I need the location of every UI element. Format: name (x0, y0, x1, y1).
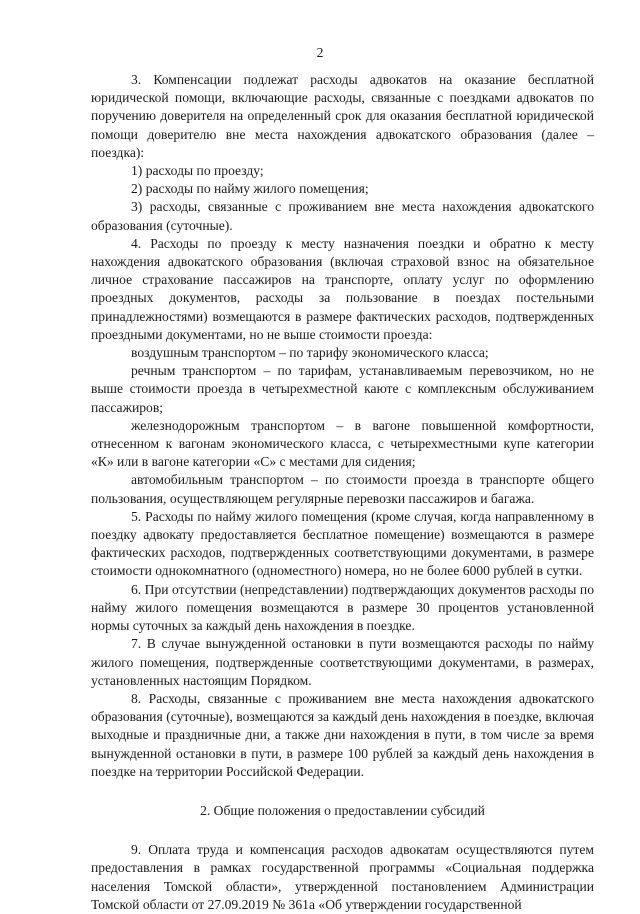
paragraph: 3. Компенсации подлежат расходы адвокатов на оказание бесплатной юридической помощи, включающие расходы, связанные с поездками адвокатов по поручению доверителя на определенный срок для оказания бесплатной юридической помощи доверителю вне места нахождения адвокатского образования (далее – поездка): (91, 72, 594, 160)
paragraph: 9. Оплата труда и компенсация расходов адвокатам осуществляются путем предоставления в рамках государственной программы «Социальная поддержка населения Томской области», утвержденной постановлением Администрации Томской области от 27.09.2019 № 361а «Об утверждении государственной (91, 842, 594, 912)
paragraph: 7. В случае вынужденной остановки в пути возмещаются расходы по найму жилого помещения, подтвержденные соответствующими документами, в размерах, установленных настоящим Порядком. (91, 636, 594, 688)
paragraph: 5. Расходы по найму жилого помещения (кроме случая, когда направленному в поездку адвокату предоставляется бесплатное помещение) возмещаются в размере фактических расходов, подтвержденных соответствующими документами, в размере стоимости однокомнатного (одноместного) номера, но не более 6000 рублей в сутки. (91, 508, 594, 579)
paragraph: автомобильным транспортом – по стоимости проезда в транспорте общего пользования, осуществляющем регулярные перевозки пассажиров и багажа. (91, 472, 594, 506)
paragraph: 2) расходы по найму жилого помещения; (131, 181, 369, 197)
paragraph: 3) расходы, связанные с проживанием вне места нахождения адвокатского образования (суточные). (91, 199, 594, 233)
paragraph: 6. При отсутствии (непредставлении) подтверждающих документов расходы по найму жилого помещения возмещаются в размере 30 процентов установленной нормы суточных за каждый день нахождения в поездке. (91, 581, 594, 634)
paragraph: воздушным транспортом – по тарифу экономического класса; (131, 345, 489, 361)
paragraph: 1) расходы по проезду; (131, 163, 264, 179)
page-number: 2 (316, 45, 324, 60)
paragraph: речным транспортом – по тарифам, устанавливаемым перевозчиком, но не выше стоимости проезда в четырехместной каюте с комплексным обслуживанием пассажиров; (91, 363, 594, 415)
paragraph: 4. Расходы по проезду к месту назначения поездки и обратно к месту нахождения адвокатского образования (включая страховой взнос на обязательное личное страхование пассажиров на транспорте, оплату услуг по оформлению проездных документов, расходы за пользование в поездах постельными принадлежностями) возмещаются в размере фактических расходов, подтвержденных проездными документами, но не выше стоимости проезда: (91, 235, 594, 342)
paragraph: 8. Расходы, связанные с проживанием вне места нахождения адвокатского образования (суточные), возмещаются за каждый день нахождения в поездке, включая выходные и праздничные дни, а также дни нахождения в пути, в том числе за время вынужденной остановки в пути, в размере 100 рублей за каждый день нахождения в поездке на территории Российской Федерации. (91, 690, 594, 779)
document-body (91, 71, 594, 914)
paragraph: железнодорожным транспортом – в вагоне повышенной комфортности, отнесенном к вагонам экономического класса, с четырехместными купе категории «К» или в вагоне категории «С» с местами для сидения; (91, 417, 594, 470)
section-heading: 2. Общие положения о предоставлении субсидий (200, 802, 485, 818)
